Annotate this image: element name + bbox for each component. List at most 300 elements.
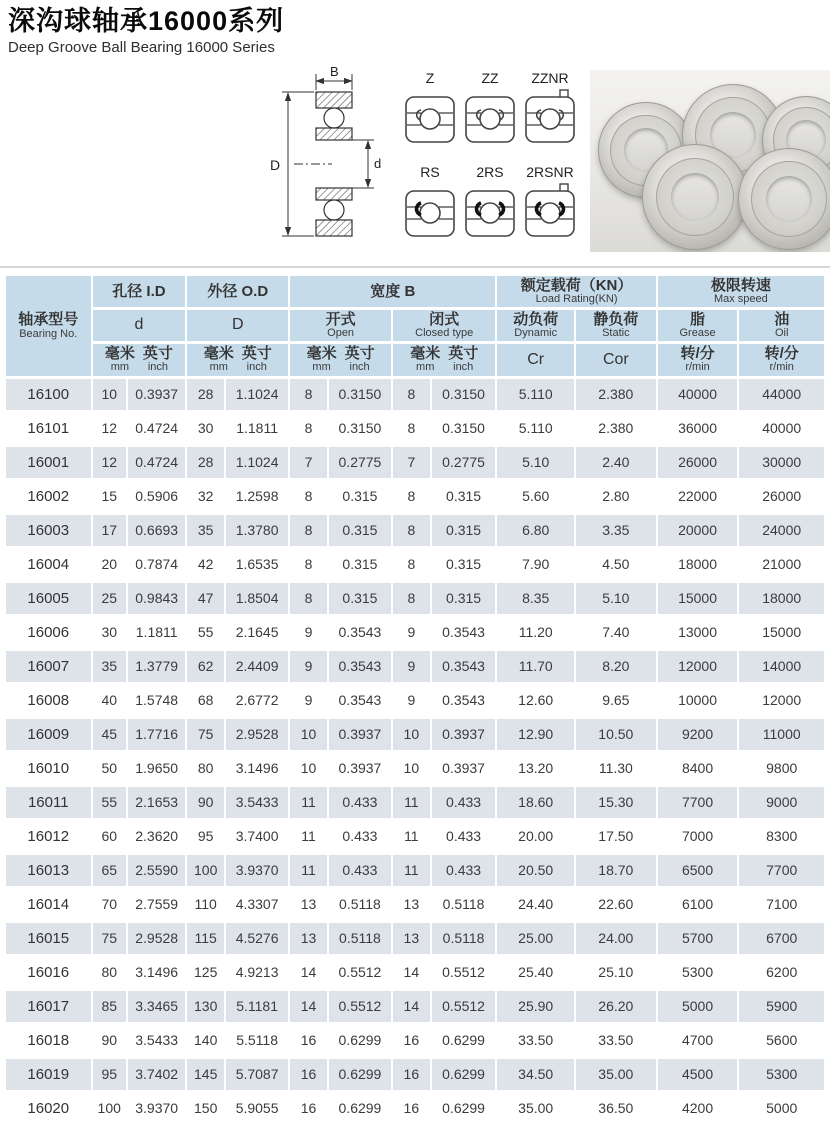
cell-value: 8.35 [497, 583, 574, 614]
header-static [576, 310, 656, 341]
cell-value: 70 [93, 889, 126, 920]
cell-bearing-no: 16010 [6, 753, 91, 784]
header-load-rating [497, 276, 655, 307]
cell-value: 14 [290, 957, 327, 988]
cell-value: 130 [187, 991, 224, 1022]
table-row [6, 617, 824, 648]
cell-value: 0.3937 [128, 379, 185, 410]
header-outer-symbol [187, 310, 288, 341]
header-cor-text: Cor [602, 350, 629, 368]
header-inch-zh: 英寸 [142, 345, 173, 363]
bearings-photo [590, 70, 830, 252]
cell-value: 5300 [658, 957, 738, 988]
cell-value: 15.30 [576, 787, 656, 818]
cell-value: 15000 [739, 617, 824, 648]
cell-value: 5000 [658, 991, 738, 1022]
header-rpm-zh: 转/分 [680, 345, 715, 363]
cell-value: 40000 [739, 413, 824, 444]
cell-bearing-no: 16018 [6, 1025, 91, 1056]
cell-value: 6.80 [497, 515, 574, 546]
cell-value: 26.20 [576, 991, 656, 1022]
cell-value: 10000 [658, 685, 738, 716]
cell-value: 95 [93, 1059, 126, 1090]
table-row [6, 583, 824, 614]
cell-value: 18.70 [576, 855, 656, 886]
cell-value: 18.60 [497, 787, 574, 818]
cell-value: 45 [93, 719, 126, 750]
cell-value: 8 [290, 515, 327, 546]
graphics-band [0, 64, 830, 260]
cell-value: 13 [290, 889, 327, 920]
cell-value: 0.5118 [432, 923, 496, 954]
cell-value: 5.110 [497, 379, 574, 410]
cell-value: 16 [290, 1059, 327, 1090]
cell-value: 5000 [739, 1093, 824, 1124]
cell-value: 0.315 [432, 481, 496, 512]
cell-value: 8 [393, 583, 430, 614]
table-row [6, 1059, 824, 1090]
variant-2rs [462, 164, 518, 256]
cell-value: 12.60 [497, 685, 574, 716]
cell-bearing-no: 16009 [6, 719, 91, 750]
cell-bearing-no: 16101 [6, 413, 91, 444]
cell-value: 0.4724 [128, 447, 185, 478]
cell-value: 4.3307 [226, 889, 288, 920]
cell-value: 9 [290, 685, 327, 716]
cell-bearing-no: 16006 [6, 617, 91, 648]
header-grease [658, 310, 738, 341]
table-row [6, 685, 824, 716]
cell-value: 25 [93, 583, 126, 614]
header-mm-zh: 毫米 [306, 345, 337, 363]
cell-value: 34.50 [497, 1059, 574, 1090]
cell-value: 11 [393, 787, 430, 818]
cell-bearing-no: 16007 [6, 651, 91, 682]
cell-value: 10 [393, 753, 430, 784]
cell-value: 5.10 [576, 583, 656, 614]
cell-value: 11 [290, 855, 327, 886]
table-body [6, 379, 824, 1124]
cell-value: 5300 [739, 1059, 824, 1090]
cell-value: 0.5118 [432, 889, 496, 920]
cell-value: 0.433 [329, 821, 391, 852]
cell-value: 7.40 [576, 617, 656, 648]
table-row [6, 753, 824, 784]
header-inch-zh: 英寸 [448, 345, 479, 363]
cell-value: 7000 [658, 821, 738, 852]
cell-value: 3.7402 [128, 1059, 185, 1090]
bearing-cross-section-drawing [268, 64, 388, 260]
cell-value: 0.6299 [432, 1025, 496, 1056]
cell-bearing-no: 16017 [6, 991, 91, 1022]
cell-value: 35 [93, 651, 126, 682]
cell-value: 1.1024 [226, 379, 288, 410]
cell-value: 8 [393, 413, 430, 444]
header-closed-zh: 闭式 [429, 310, 460, 328]
cell-value: 11.70 [497, 651, 574, 682]
cell-value: 10 [290, 753, 327, 784]
cell-value: 8.20 [576, 651, 656, 682]
cell-value: 115 [187, 923, 224, 954]
variant-2rsnr [522, 164, 578, 256]
variant-z [402, 70, 458, 162]
title-block [0, 0, 830, 56]
header-closed [393, 310, 495, 341]
cell-value: 5700 [658, 923, 738, 954]
header-outer [187, 276, 288, 307]
header-load-en: Load Rating(KN) [535, 293, 618, 306]
cell-value: 20000 [658, 515, 738, 546]
cell-value: 9 [393, 685, 430, 716]
cell-value: 24000 [739, 515, 824, 546]
cell-value: 5.5118 [226, 1025, 288, 1056]
cell-value: 0.5118 [329, 923, 391, 954]
cell-bearing-no: 16015 [6, 923, 91, 954]
dim-label-d: d [374, 156, 382, 172]
cell-value: 2.9528 [128, 923, 185, 954]
cell-value: 10 [393, 719, 430, 750]
cell-value: 25.90 [497, 991, 574, 1022]
cell-value: 8 [290, 583, 327, 614]
header-bore-symbol [93, 310, 186, 341]
cell-value: 8 [290, 413, 327, 444]
header-rpm-oil [739, 344, 824, 376]
2rsnr-bearing-icon [523, 182, 577, 244]
header-inch-en: inch [147, 361, 169, 374]
cell-value: 9200 [658, 719, 738, 750]
spec-table [4, 273, 826, 1127]
cell-value: 21000 [739, 549, 824, 580]
header-bore [93, 276, 186, 307]
cell-value: 1.6535 [226, 549, 288, 580]
cell-value: 24.40 [497, 889, 574, 920]
cell-bearing-no: 16019 [6, 1059, 91, 1090]
variant-rs [402, 164, 458, 256]
cell-value: 14 [290, 991, 327, 1022]
cell-value: 0.3150 [432, 379, 496, 410]
header-mm-inch-bore [93, 344, 186, 376]
cell-value: 0.5512 [329, 991, 391, 1022]
table-row [6, 651, 824, 682]
cell-value: 13000 [658, 617, 738, 648]
cell-value: 55 [187, 617, 224, 648]
cell-value: 0.5512 [329, 957, 391, 988]
cell-value: 33.50 [497, 1025, 574, 1056]
cell-value: 125 [187, 957, 224, 988]
cell-value: 8 [393, 549, 430, 580]
header-rpm-grease [658, 344, 738, 376]
variant-label: 2RSNR [526, 164, 574, 181]
cell-value: 0.433 [432, 855, 496, 886]
cell-value: 7700 [739, 855, 824, 886]
table-row [6, 379, 824, 410]
cell-value: 2.5590 [128, 855, 185, 886]
cell-value: 8 [290, 549, 327, 580]
header-mm-zh: 毫米 [410, 345, 441, 363]
2rs-bearing-icon [463, 182, 517, 244]
header-inch-zh: 英寸 [241, 345, 272, 363]
header-inch-zh: 英寸 [344, 345, 375, 363]
cell-value: 1.8504 [226, 583, 288, 614]
cell-value: 6200 [739, 957, 824, 988]
cell-value: 0.315 [432, 583, 496, 614]
table-row [6, 515, 824, 546]
cell-value: 13 [290, 923, 327, 954]
dim-label-D: D [270, 157, 281, 174]
header-inch-en: inch [349, 361, 370, 374]
cell-value: 32 [187, 481, 224, 512]
cell-value: 14 [393, 991, 430, 1022]
cell-value: 0.315 [329, 481, 391, 512]
cell-value: 5.7087 [226, 1059, 288, 1090]
bearing-hole [766, 176, 813, 223]
cell-value: 9 [290, 651, 327, 682]
cell-value: 9800 [739, 753, 824, 784]
header-bore-sym-text: d [134, 316, 144, 334]
zznr-bearing-icon [523, 88, 577, 150]
cell-value: 1.5748 [128, 685, 185, 716]
cell-value: 25.40 [497, 957, 574, 988]
cell-value: 0.6299 [432, 1093, 496, 1124]
cell-value: 75 [187, 719, 224, 750]
cell-value: 6500 [658, 855, 738, 886]
cell-value: 10 [93, 379, 126, 410]
cell-value: 2.380 [576, 413, 656, 444]
cell-value: 36000 [658, 413, 738, 444]
cell-value: 44000 [739, 379, 824, 410]
cell-value: 30000 [739, 447, 824, 478]
cell-value: 9000 [739, 787, 824, 818]
cell-value: 0.315 [432, 549, 496, 580]
header-open-en: Open [327, 327, 355, 340]
cell-value: 0.3150 [329, 379, 391, 410]
cell-value: 8 [393, 379, 430, 410]
cell-bearing-no: 16003 [6, 515, 91, 546]
cell-value: 0.433 [432, 787, 496, 818]
cell-value: 22.60 [576, 889, 656, 920]
cell-value: 12000 [658, 651, 738, 682]
header-open [290, 310, 391, 341]
cell-value: 3.5433 [128, 1025, 185, 1056]
cell-value: 13 [393, 889, 430, 920]
cell-value: 4700 [658, 1025, 738, 1056]
bearing-face [656, 158, 734, 236]
cell-value: 25.00 [497, 923, 574, 954]
cell-bearing-no: 16008 [6, 685, 91, 716]
cell-value: 15000 [658, 583, 738, 614]
cell-value: 5.9055 [226, 1093, 288, 1124]
cell-value: 24.00 [576, 923, 656, 954]
cell-value: 95 [187, 821, 224, 852]
cell-value: 2.3620 [128, 821, 185, 852]
header-dynamic [497, 310, 574, 341]
cell-value: 60 [93, 821, 126, 852]
header-mm-inch-outer [187, 344, 288, 376]
table-row [6, 413, 824, 444]
variant-zznr [522, 70, 578, 162]
header-inch-en: inch [453, 361, 474, 374]
variant-zz [462, 70, 518, 162]
cell-value: 3.1496 [128, 957, 185, 988]
cell-value: 7.90 [497, 549, 574, 580]
cell-value: 0.5512 [432, 991, 496, 1022]
cell-bearing-no: 16005 [6, 583, 91, 614]
cell-value: 62 [187, 651, 224, 682]
z-bearing-icon [403, 88, 457, 150]
table-row [6, 889, 824, 920]
header-mm-inch-open [290, 344, 391, 376]
cell-bearing-no: 16013 [6, 855, 91, 886]
cell-value: 4.9213 [226, 957, 288, 988]
header-mm-en: mm [312, 361, 331, 374]
cell-value: 0.3543 [432, 685, 496, 716]
cell-value: 0.315 [329, 549, 391, 580]
cell-value: 0.6299 [329, 1025, 391, 1056]
cell-value: 8400 [658, 753, 738, 784]
header-oil-en: Oil [774, 327, 789, 340]
cell-value: 8 [290, 481, 327, 512]
cell-value: 0.3937 [329, 753, 391, 784]
cell-value: 8300 [739, 821, 824, 852]
header-oil [739, 310, 824, 341]
cell-value: 2.4409 [226, 651, 288, 682]
cell-value: 3.5433 [226, 787, 288, 818]
cell-value: 3.3465 [128, 991, 185, 1022]
cell-value: 0.3543 [329, 651, 391, 682]
cell-value: 1.3780 [226, 515, 288, 546]
cell-value: 0.6299 [329, 1093, 391, 1124]
cell-value: 3.9370 [226, 855, 288, 886]
variant-label: ZZNR [531, 70, 569, 87]
cell-value: 2.6772 [226, 685, 288, 716]
header-grease-en: Grease [679, 327, 716, 340]
cell-value: 9 [290, 617, 327, 648]
header-rpm-en: r/min [769, 361, 794, 374]
cell-value: 35 [187, 515, 224, 546]
cell-value: 0.2775 [329, 447, 391, 478]
cell-bearing-no: 16014 [6, 889, 91, 920]
cell-value: 55 [93, 787, 126, 818]
cell-value: 1.1024 [226, 447, 288, 478]
bearing-ring [738, 148, 830, 250]
header-width-zh: 宽度 B [370, 282, 416, 300]
cell-value: 16 [290, 1093, 327, 1124]
cell-value: 4500 [658, 1059, 738, 1090]
cell-value: 20.00 [497, 821, 574, 852]
cell-value: 18000 [658, 549, 738, 580]
cell-value: 4200 [658, 1093, 738, 1124]
table-row [6, 447, 824, 478]
cell-value: 65 [93, 855, 126, 886]
cell-value: 18000 [739, 583, 824, 614]
cell-value: 15 [93, 481, 126, 512]
cell-value: 0.5906 [128, 481, 185, 512]
cell-value: 35.00 [576, 1059, 656, 1090]
cell-value: 7100 [739, 889, 824, 920]
cell-value: 90 [93, 1025, 126, 1056]
cell-value: 1.1811 [128, 617, 185, 648]
table-row [6, 481, 824, 512]
cell-value: 0.315 [432, 515, 496, 546]
cell-value: 25.10 [576, 957, 656, 988]
cell-value: 8 [393, 515, 430, 546]
cell-value: 12 [93, 447, 126, 478]
header-inch-en: inch [246, 361, 267, 374]
cell-value: 0.6299 [329, 1059, 391, 1090]
cell-value: 11000 [739, 719, 824, 750]
cell-value: 40000 [658, 379, 738, 410]
header-speed-zh: 极限转速 [710, 277, 771, 295]
variant-label: 2RS [476, 164, 504, 181]
cell-value: 0.3543 [329, 685, 391, 716]
header-mm-zh: 毫米 [104, 345, 135, 363]
header-bearing-no-en: Bearing No. [19, 327, 78, 340]
cell-value: 6700 [739, 923, 824, 954]
variant-label: Z [425, 70, 435, 87]
cell-bearing-no: 16016 [6, 957, 91, 988]
cell-value: 0.3150 [432, 413, 496, 444]
header-outer-zh: 外径 O.D [207, 282, 269, 300]
header-cr [497, 344, 574, 376]
cell-value: 0.7874 [128, 549, 185, 580]
cell-value: 0.3937 [432, 719, 496, 750]
header-mm-zh: 毫米 [203, 345, 234, 363]
cell-value: 30 [187, 413, 224, 444]
cell-value: 9 [393, 651, 430, 682]
cell-value: 145 [187, 1059, 224, 1090]
header-rpm-zh: 转/分 [764, 345, 799, 363]
cell-value: 0.9843 [128, 583, 185, 614]
cell-bearing-no: 16004 [6, 549, 91, 580]
cell-value: 0.3543 [432, 651, 496, 682]
table-row [6, 821, 824, 852]
cell-value: 50 [93, 753, 126, 784]
spec-table-wrap [0, 266, 830, 1127]
cell-value: 68 [187, 685, 224, 716]
cell-value: 22000 [658, 481, 738, 512]
cell-value: 0.3543 [329, 617, 391, 648]
header-mm-en: mm [110, 361, 130, 374]
cell-value: 0.315 [329, 515, 391, 546]
cell-value: 40 [93, 685, 126, 716]
cell-value: 85 [93, 991, 126, 1022]
table-row [6, 957, 824, 988]
cell-value: 0.433 [329, 855, 391, 886]
cell-value: 47 [187, 583, 224, 614]
cell-value: 7 [393, 447, 430, 478]
cell-value: 75 [93, 923, 126, 954]
cell-value: 26000 [658, 447, 738, 478]
cell-value: 17 [93, 515, 126, 546]
cell-value: 12000 [739, 685, 824, 716]
header-static-en: Static [602, 327, 630, 340]
cell-value: 1.9650 [128, 753, 185, 784]
header-bore-zh: 孔径 I.D [112, 282, 166, 300]
page-title: 深沟球轴承16000系列 [8, 6, 285, 36]
cell-value: 5.110 [497, 413, 574, 444]
cell-value: 2.80 [576, 481, 656, 512]
header-speed-en: Max speed [713, 293, 768, 306]
cell-value: 4.50 [576, 549, 656, 580]
cell-value: 13.20 [497, 753, 574, 784]
header-bearing-no [6, 276, 91, 376]
cell-value: 0.4724 [128, 413, 185, 444]
header-bearing-no-zh: 轴承型号 [18, 311, 79, 329]
cell-value: 0.6693 [128, 515, 185, 546]
table-row [6, 549, 824, 580]
cell-value: 80 [187, 753, 224, 784]
cell-bearing-no: 16012 [6, 821, 91, 852]
